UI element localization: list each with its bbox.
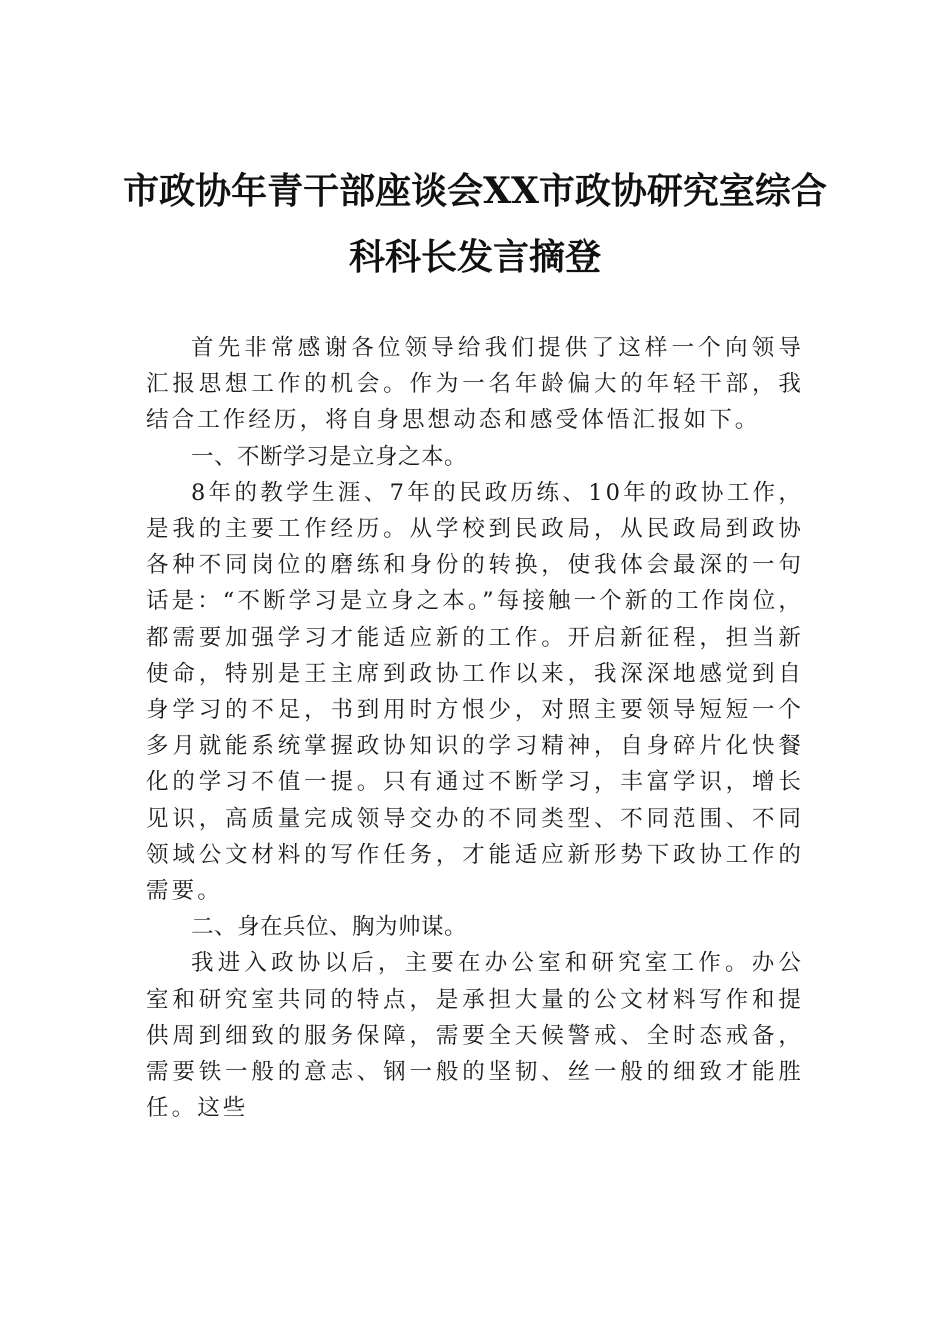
section-heading-2: 二、身在兵位、胸为帅谋。	[191, 914, 468, 941]
paragraph-section-2: 我进入政协以后，主要在办公室和研究室工作。办公室和研究室共同的特点，是承担大量的公文材料写作和提供周到细致的服务保障，需要全天候警戒、全时态戒备，需要铁一般的意志、钢一般的坚韧、丝一般的细致才能胜任。这些	[146, 950, 804, 1122]
document-body	[146, 330, 804, 1126]
paragraph-intro: 首先非常感谢各位领导给我们提供了这样一个向领导汇报思想工作的机会。作为一名年龄偏大的年轻干部，我结合工作经历，将自身思想动态和感受体悟汇报如下。	[146, 335, 804, 434]
document-title: 市政协年青干部座谈会XX市政协研究室综合科科长发言摘登	[123, 170, 827, 278]
paragraph-section-1: 8年的教学生涯、7年的民政历练、10年的政协工作，是我的主要工作经历。从学校到民政局，从民政局到政协各种不同岗位的磨练和身份的转换，使我体会最深的一句话是：“不断学习是立身之本。”每接触一个新的工作岗位，都需要加强学习才能适应新的工作。开启新征程，担当新使命，特别是王主席到政协工作以来，我深深地感觉到自身学习的不足，书到用时方恨少，对照主要领导短短一个多月就能系统掌握政协知识的学习精神，自身碎片化快餐化的学习不值一提。只有通过不断学习，丰富学识，增长见识，高质量完成领导交办的不同类型、不同范围、不同领域公文材料的写作任务，才能适应新形势下政协工作的需要。	[146, 479, 804, 905]
section-heading-1: 一、不断学习是立身之本。	[191, 443, 468, 470]
